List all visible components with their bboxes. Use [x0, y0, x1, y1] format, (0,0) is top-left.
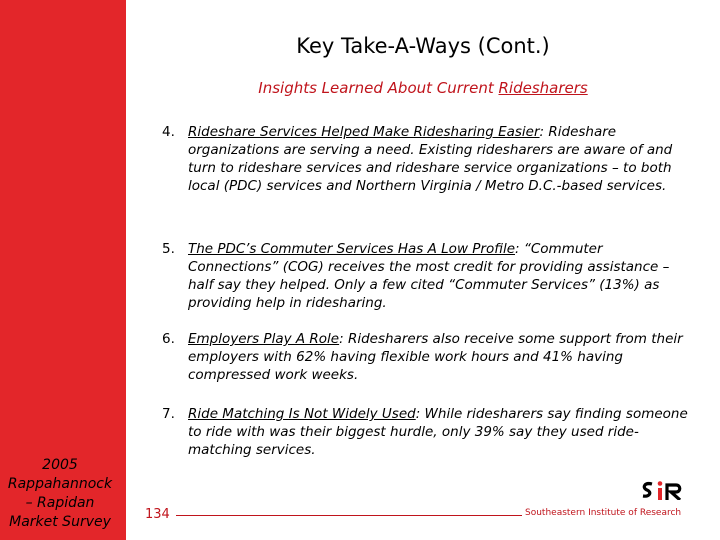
- item-heading: Rideshare Services Helped Make Ridesharing Easier: [188, 124, 540, 140]
- slide-subtitle: [126, 79, 720, 97]
- caption-line: Rappahannock: [7, 476, 113, 492]
- item-heading: Employers Play A Role: [188, 331, 340, 347]
- footer-divider: [176, 515, 522, 516]
- item-heading: The PDC’s Commuter Services Has A Low Profile: [188, 241, 515, 257]
- caption-line: Market Survey: [9, 514, 111, 530]
- item-number: 4.: [162, 124, 175, 140]
- takeaway-item-5: [162, 240, 692, 312]
- item-text: : While ridesharers say finding someone to ride with was their biggest hurdle, only 39% say they used ride-matching services.: [188, 406, 688, 458]
- page-number: 134: [145, 507, 170, 522]
- slide-title: Key Take-A-Ways (Cont.): [296, 34, 550, 58]
- caption-line: 2005: [42, 457, 78, 473]
- item-number: 6.: [162, 331, 175, 347]
- item-heading: Ride Matching Is Not Widely Used: [188, 406, 416, 422]
- caption-line: – Rapidan: [25, 495, 95, 511]
- survey-caption: [0, 456, 120, 532]
- subtitle-emphasis: Ridesharers: [498, 79, 588, 97]
- item-number: 7.: [162, 406, 175, 422]
- item-body: [188, 240, 692, 312]
- item-text: : Ridesharers also receive some support from their employers with 62% having flexible work hours and 41% having compressed work weeks.: [188, 331, 683, 383]
- subtitle-prefix: Insights Learned About Current: [258, 79, 499, 97]
- item-text: : Rideshare organizations are serving a need. Existing ridesharers are aware of and turn to rideshare services and rideshare service organizations – to both local (PDC) services and Northern Virginia / Metro D.C.-based services.: [188, 124, 673, 194]
- item-text: : “Commuter Connections” (COG) receives the most credit for providing assistance – half say they helped. Only a few cited “Commuter Services” (13%) as providing help in ridesharing.: [188, 241, 670, 311]
- item-body: [188, 330, 692, 384]
- takeaway-item-7: [162, 405, 692, 459]
- organization-name: Southeastern Institute of Research: [525, 508, 682, 518]
- takeaway-item-4: [162, 123, 692, 195]
- sir-logo-icon: [640, 480, 692, 500]
- item-number: 5.: [162, 241, 175, 257]
- item-body: [188, 405, 692, 459]
- takeaway-item-6: [162, 330, 692, 384]
- item-body: [188, 123, 692, 195]
